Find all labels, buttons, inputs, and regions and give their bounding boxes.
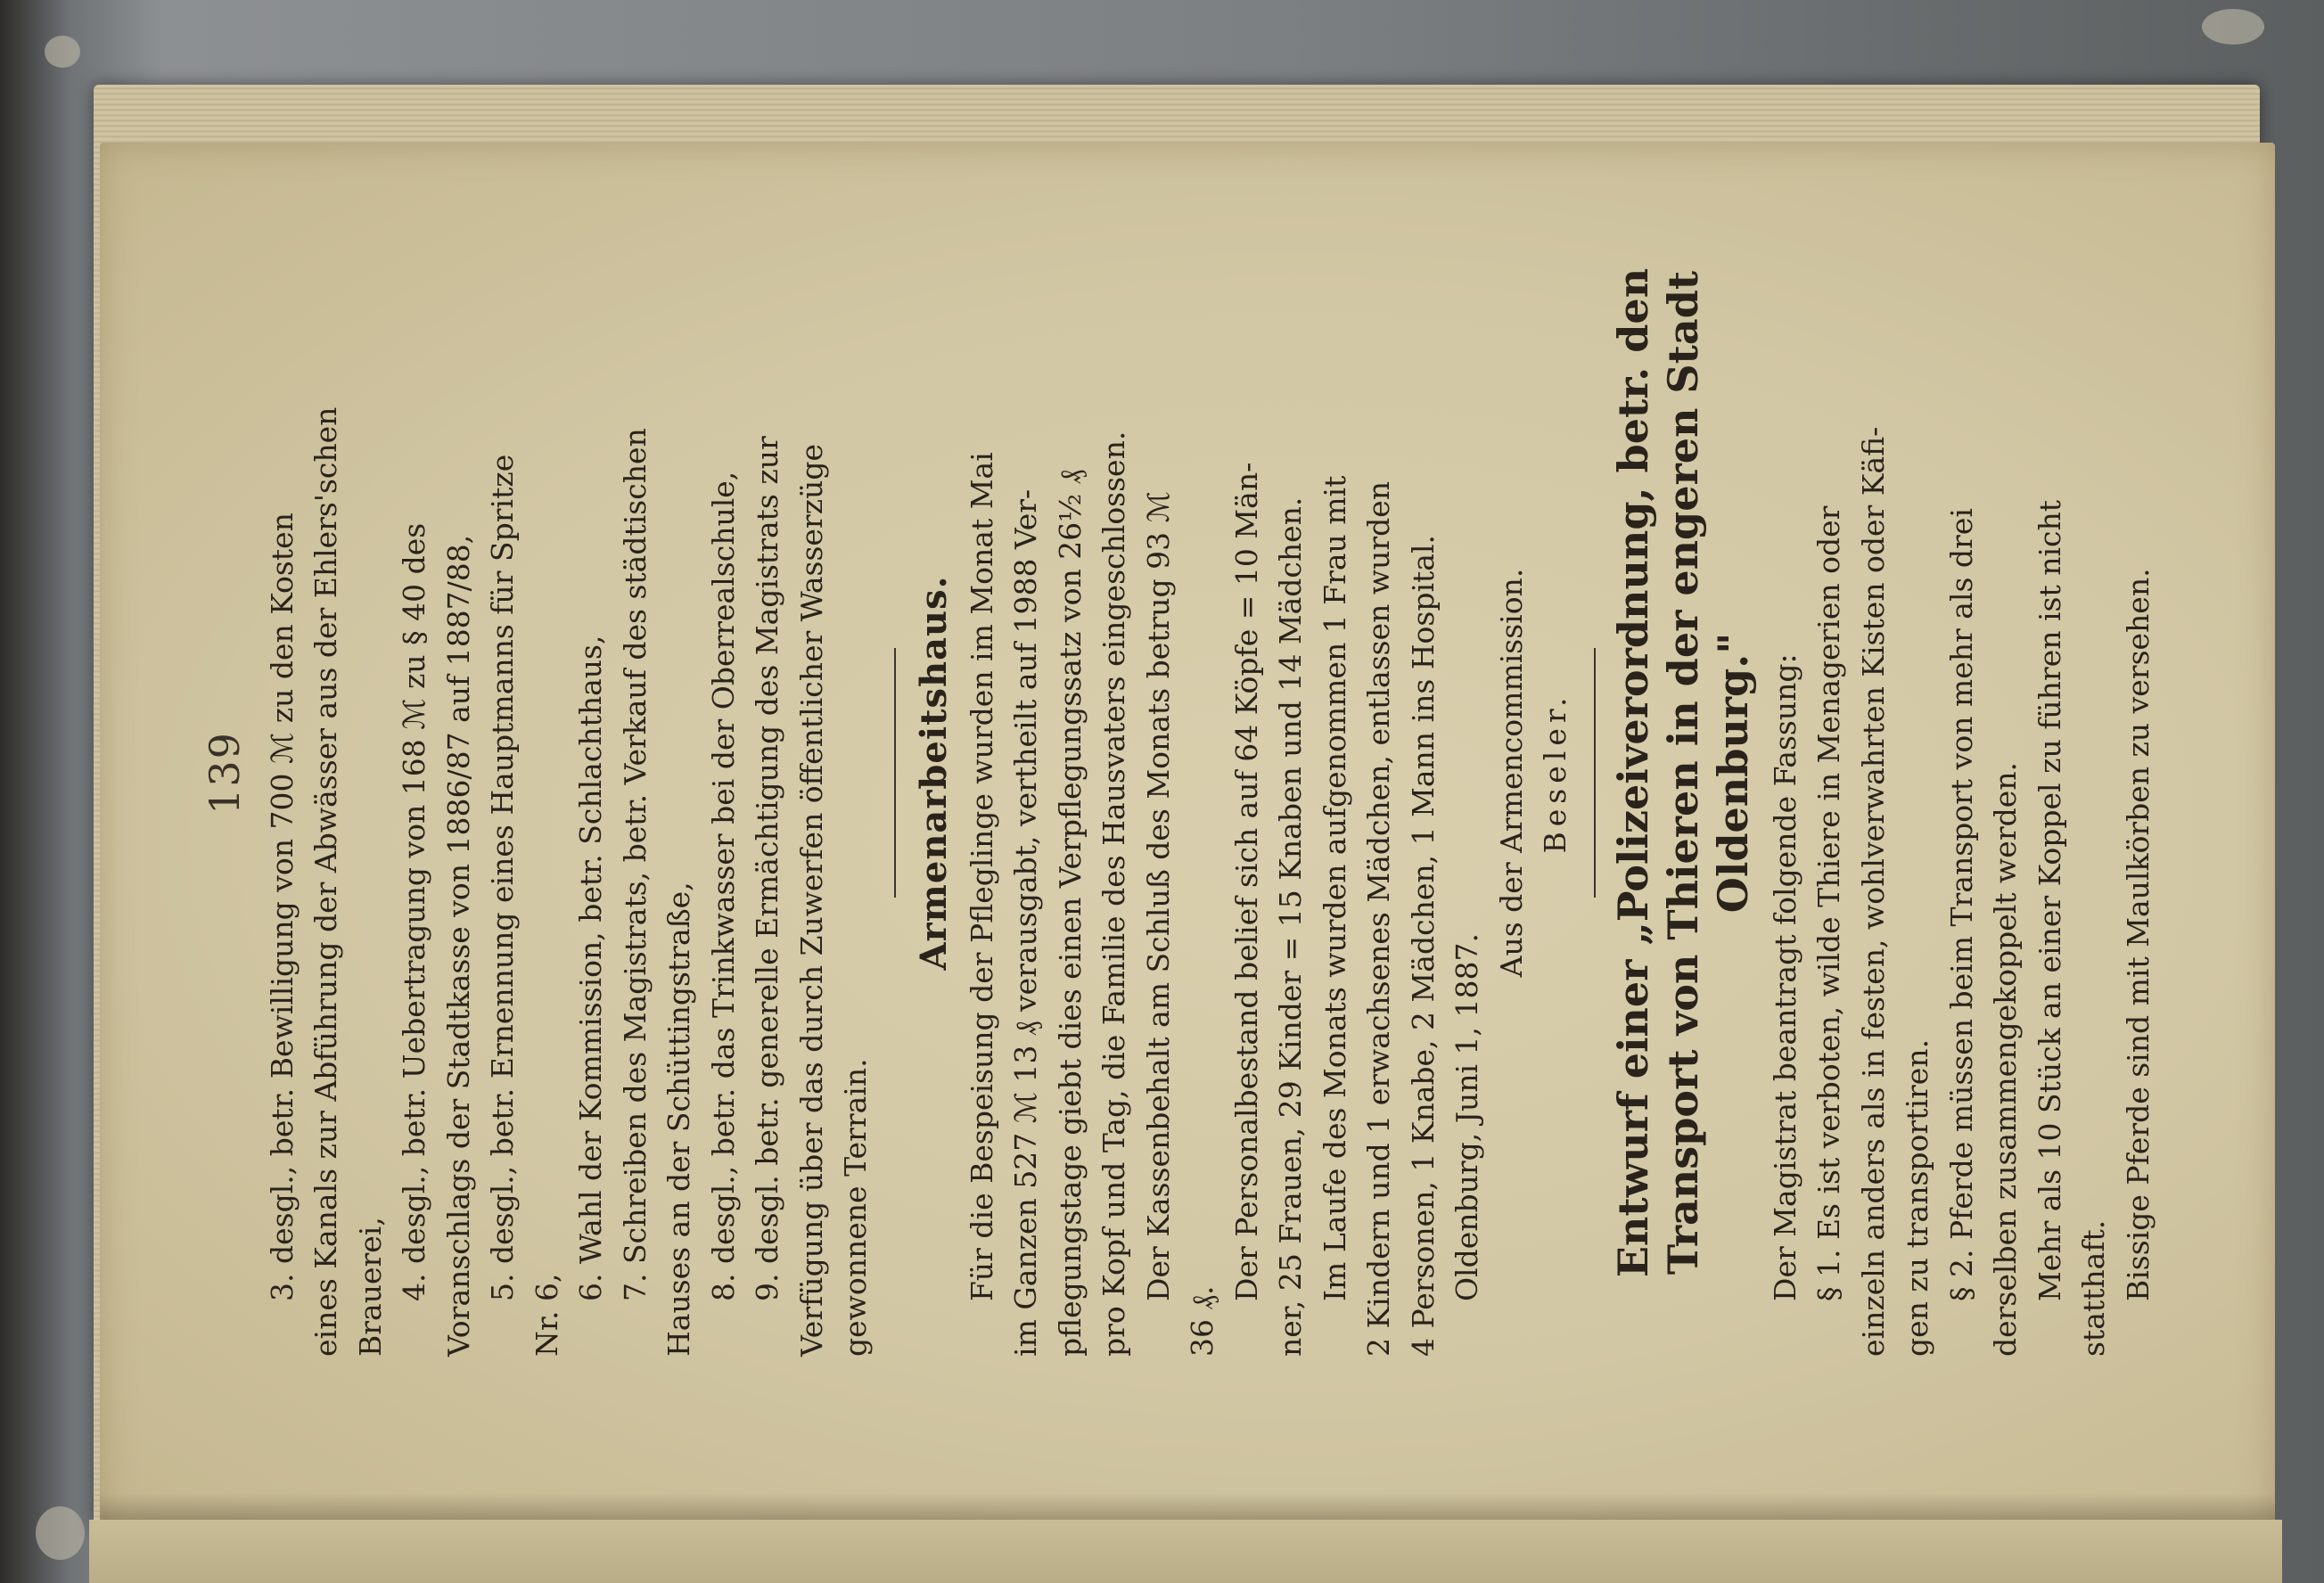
text-line: im Ganzen 527 ℳ 13 ₰ verausgabt, vertheilt auf 1988 Ver- (1008, 488, 1043, 1357)
text-line: Nr. 6, (529, 1273, 564, 1357)
next-page-edge (89, 1520, 2282, 1583)
text-line: Der Magistrat beantragt folgende Fassung: (1767, 653, 1803, 1301)
text-line: 9. desgl. betr. generelle Ermächtigung des Magistrats zur (750, 436, 784, 1301)
text-line: 4. desgl., betr. Uebertragung von 168 ℳ zu § 40 des (397, 522, 431, 1301)
text-line: 5. desgl., betr. Ernennung eines Hauptmanns für Spritze (485, 454, 520, 1301)
signature: Beseler. (1538, 692, 1573, 854)
text-line: gen zu transportiren. (1900, 1038, 1934, 1357)
text-line: Mehr als 10 Stück an einer Koppel zu führen ist nicht (2032, 499, 2067, 1301)
section-body-polizeiverordnung (1763, 189, 2161, 1357)
text-line: einzeln anders als in festen, wohlverwahrten Kisten oder Käfi- (1855, 426, 1891, 1357)
text-line: Oldenburg, Juni 1, 1887. (1449, 933, 1484, 1301)
text-line: Aus der Armencommission. (1493, 568, 1529, 978)
section-heading-line: Transport von Thieren in der engeren Stadt (1658, 270, 1707, 1275)
text-line: Für die Bespeisung der Pfleglinge wurden im Monat Mai (964, 452, 999, 1301)
text-line: Bissige Pferde sind mit Maulkörben zu versehen. (2120, 568, 2156, 1301)
text-line: Der Personalbestand belief sich auf 64 Köpfe = 10 Män- (1228, 462, 1264, 1301)
text-line: 7. Schreiben des Magistrats, betr. Verkauf des städtischen (617, 428, 653, 1301)
text-line: Verfügung über das durch Zuwerfen öffentlicher Wasserzüge (793, 444, 829, 1357)
text-line: pro Kopf und Tag, die Familie des Hausvaters eingeschlossen. (1096, 431, 1131, 1357)
section-divider (894, 648, 896, 898)
text-line: Der Kassenbehalt am Schluß des Monats betrug 93 ℳ (1140, 491, 1176, 1301)
text-line: eines Kanals zur Abführung der Abwässer aus der Ehlers'schen (308, 406, 343, 1357)
section-heading-line: Oldenburg." (1708, 632, 1757, 914)
text-line: 4 Personen, 1 Knabe, 2 Mädchen, 1 Mann ins Hospital. (1405, 534, 1441, 1357)
text-line: 6. Wahl der Kommission, betr. Schlachthaus, (573, 635, 608, 1301)
cover-wear-spot (36, 1506, 85, 1560)
text-line: derselben zusammengekoppelt werden. (1988, 761, 2023, 1357)
text-line: 8. desgl., betr. das Trinkwasser bei der Oberrealschule, (705, 471, 741, 1301)
section-heading-line: Entwurf einer „Polizeiverordnung, betr. den (1608, 267, 1657, 1278)
cover-wear-spot (2202, 9, 2264, 45)
text-line: Im Laufe des Monats wurden aufgenommen 1 Frau mit (1317, 475, 1352, 1301)
text-line: pflegungstage giebt dies einen Verpflegungssatz von 26½ ₰ (1052, 469, 1088, 1357)
text-line: 36 ₰. (1185, 1285, 1219, 1357)
section-divider (1594, 648, 1596, 898)
text-line: gewonnene Terrain. (838, 1058, 873, 1357)
cover-wear-spot (45, 36, 80, 68)
section-heading-armenarbeitshaus: Armenarbeitshaus. (912, 575, 955, 971)
text-line: Brauerei, (352, 1217, 388, 1357)
text-line: § 1. Es ist verboten, wilde Thiere in Menagerien oder (1811, 505, 1846, 1301)
text-line: Voranschlags der Stadtkasse von 1886/87 auf 1887/88, (440, 534, 476, 1357)
text-line: 2 Kindern und 1 erwachsenes Mädchen, entlassen wurden (1361, 480, 1396, 1357)
text-line: § 2. Pferde müssen beim Transport von mehr als drei (1943, 508, 1979, 1301)
section-body-armenarbeitshaus (960, 189, 1534, 1357)
page-text-rotated (201, 171, 2156, 1374)
page-number: 139 (201, 731, 249, 815)
text-line: ner, 25 Frauen, 29 Kinder = 15 Knaben und 14 Mädchen. (1273, 496, 1308, 1357)
text-line: 3. desgl., betr. Bewilligung von 700 ℳ zu den Kosten (264, 513, 300, 1301)
text-line: statthaft. (2076, 1219, 2111, 1357)
text-line: Hauses an der Schüttingstraße, (661, 882, 696, 1357)
agenda-list (260, 189, 878, 1357)
